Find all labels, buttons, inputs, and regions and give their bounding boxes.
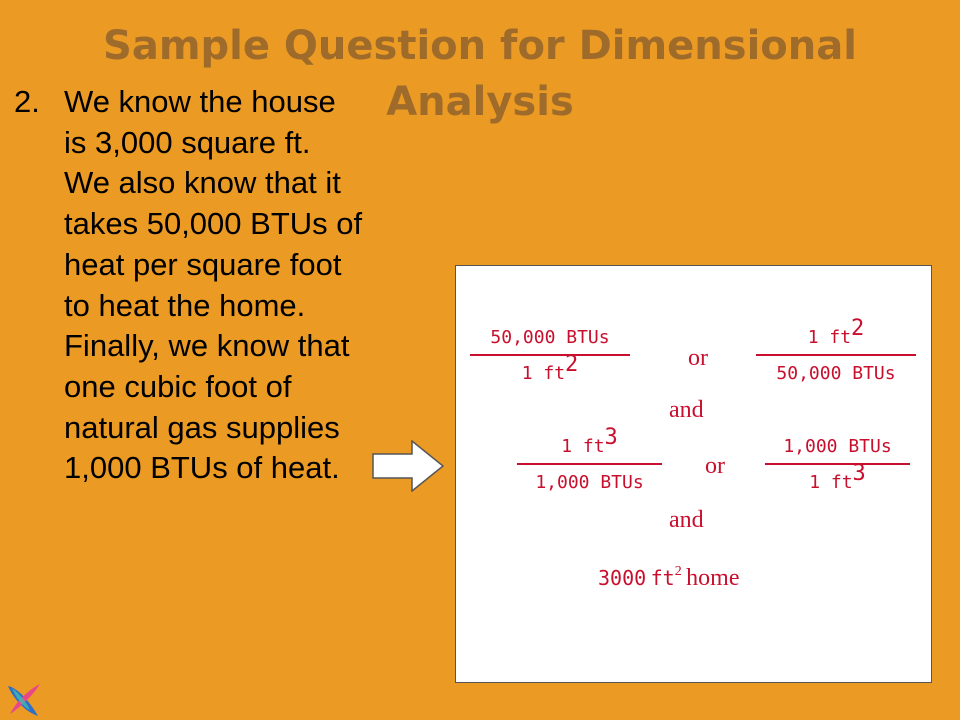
home-size-exponent: 2: [674, 564, 682, 579]
fraction-bar: [470, 354, 630, 356]
or-label-1: or: [688, 345, 708, 371]
fraction-btus-per-cuft: [765, 435, 910, 495]
and-label-2: and: [669, 507, 704, 533]
title-line-1: Sample Question for Dimensional: [103, 23, 857, 69]
fraction-denominator: 1 $ft^3$: [809, 461, 866, 493]
fraction-numerator: 1 $ft^2$: [807, 316, 865, 348]
fraction-bar: [765, 463, 910, 465]
title-line-2: Analysis: [386, 79, 574, 125]
fraction-denominator: 1,000 BTUs: [535, 472, 644, 493]
app-logo-icon: [4, 680, 44, 720]
home-size-unit: ft: [650, 566, 675, 590]
fraction-denominator: 1 $ft^2$: [521, 352, 579, 384]
fraction-cuft-per-btus: [517, 425, 662, 495]
home-size-value: 3000: [598, 566, 647, 590]
fraction-numerator: 50,000 BTUs: [490, 327, 610, 348]
fraction-numerator: 1,000 BTUs: [783, 436, 892, 457]
fraction-bar: [517, 463, 662, 465]
fraction-sqft-per-btus: [756, 316, 916, 386]
and-label-1: and: [669, 397, 704, 423]
fraction-numerator: 1 $ft^3$: [561, 425, 618, 457]
home-size-label: [598, 565, 740, 592]
or-label-2: or: [705, 453, 725, 479]
item-text: We know the house is 3,000 square ft. We also know that it takes 50,000 BTUs of heat per square foot to heat the home. Finally, we know that one cubic foot of natural gas supplies 1,000 BTUs of heat.: [64, 84, 363, 486]
home-word: home: [686, 565, 740, 591]
fraction-bar: [756, 354, 916, 356]
fraction-btus-per-sqft: [470, 326, 630, 386]
item-number: 2.: [14, 84, 40, 119]
fraction-denominator: 50,000 BTUs: [776, 363, 896, 384]
right-arrow-icon: [372, 440, 444, 492]
